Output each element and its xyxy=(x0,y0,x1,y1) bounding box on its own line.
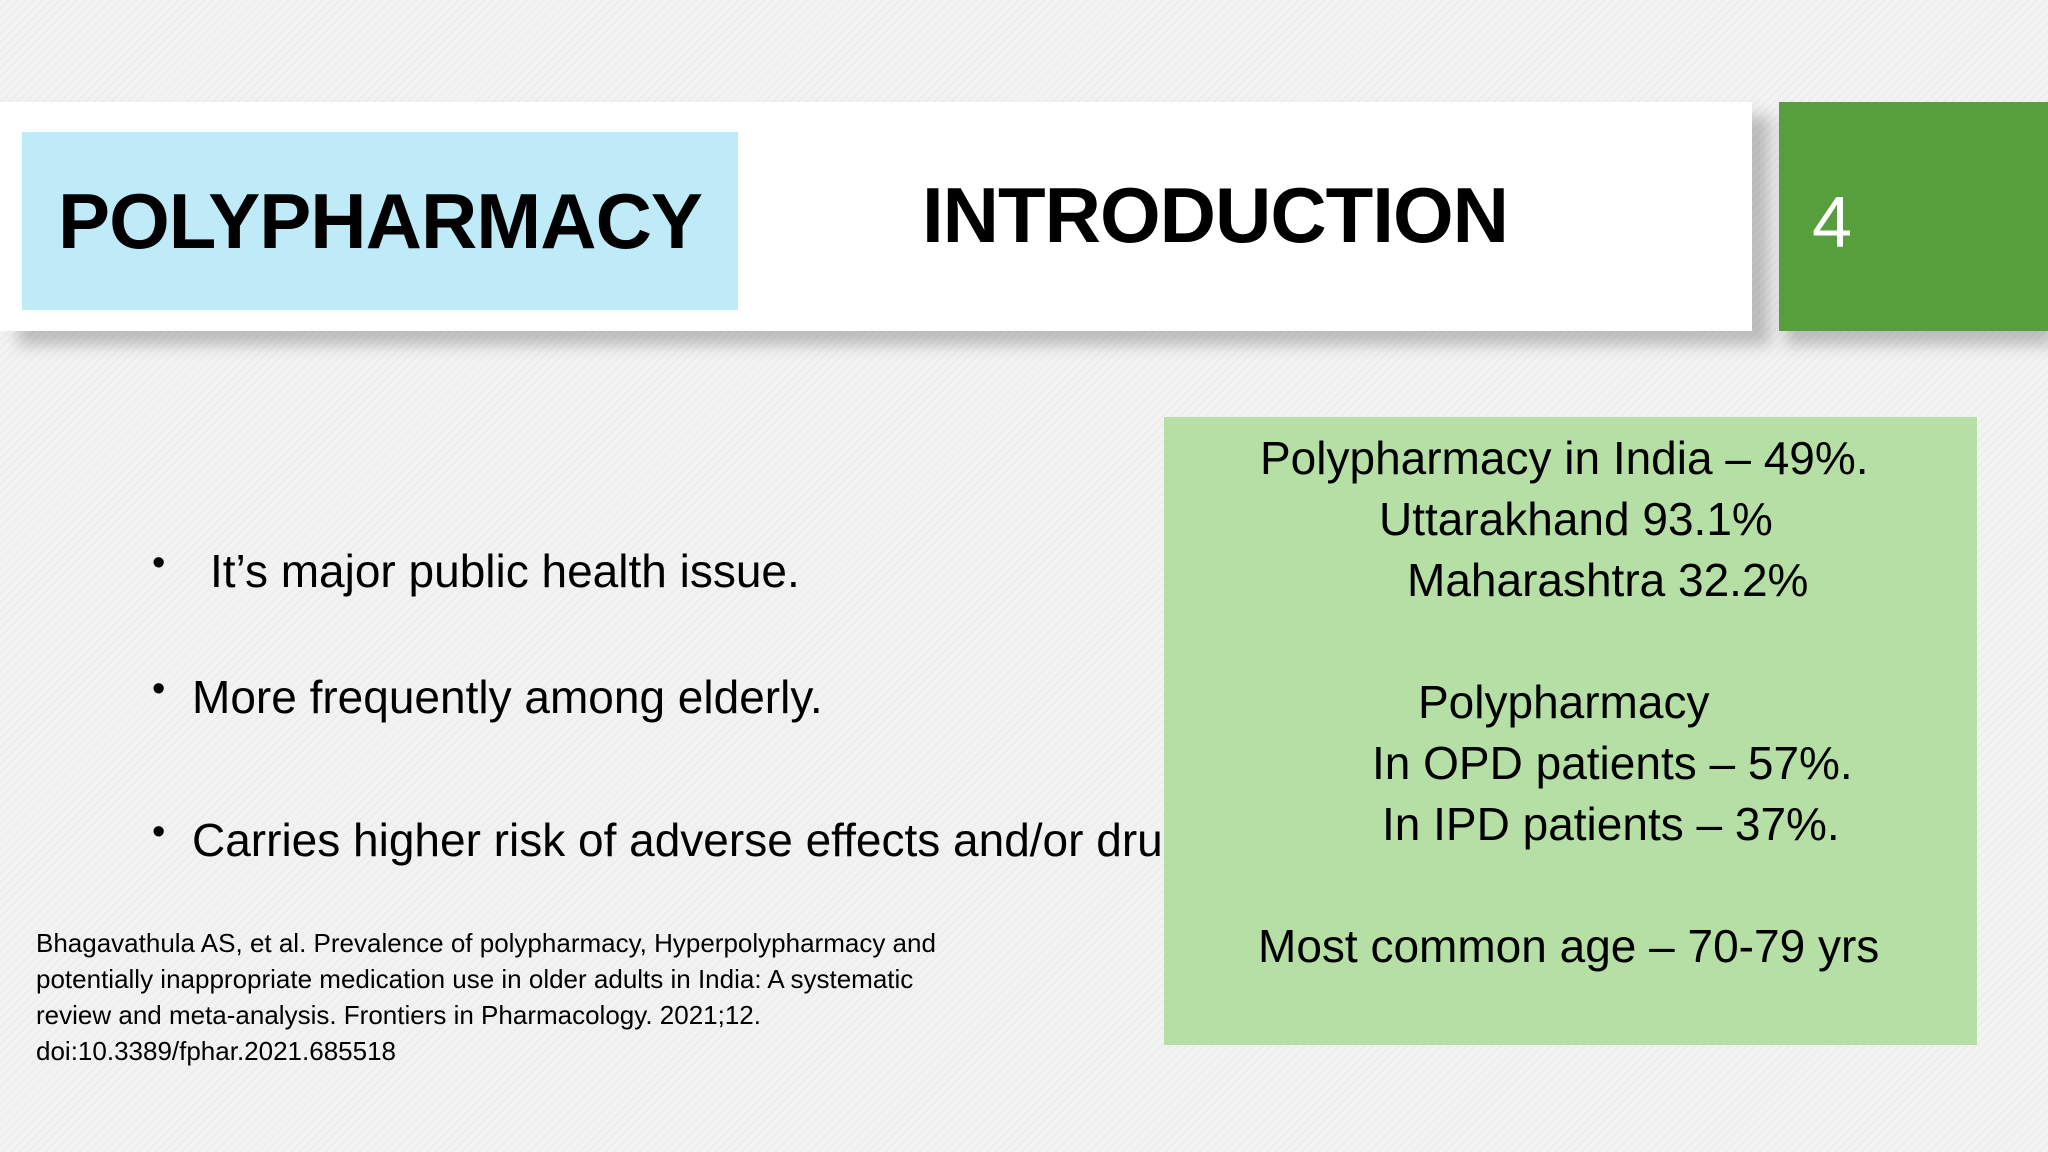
slide-number: 4 xyxy=(1812,183,1853,263)
citation-line: potentially inappropriate medication use in older adults in India: A systematic xyxy=(36,964,914,994)
slide-title: INTRODUCTION xyxy=(922,171,1508,259)
bullet-item xyxy=(152,813,1163,867)
bullet-list xyxy=(0,0,1200,920)
citation-doi: doi:10.3389/fphar.2021.685518 xyxy=(36,1036,397,1066)
bullet-text: More frequently among elderly. xyxy=(192,671,823,723)
statistics-box xyxy=(1164,417,1977,1045)
citation xyxy=(36,925,1036,1069)
stat-common-age: Most common age – 70-79 yrs xyxy=(1258,920,1880,972)
stat-ipd: In IPD patients – 37%. xyxy=(1382,798,1840,850)
citation-line: Bhagavathula AS, et al. Prevalence of polypharmacy, Hyperpolypharmacy and xyxy=(36,928,936,958)
stat-heading-polypharmacy: Polypharmacy xyxy=(1418,676,1710,728)
bullet-dot-icon: • xyxy=(152,542,166,584)
stat-opd: In OPD patients – 57%. xyxy=(1372,737,1853,789)
bullet-item xyxy=(152,544,800,598)
stat-uttarakhand: Uttarakhand 93.1% xyxy=(1379,493,1773,545)
bullet-item xyxy=(152,670,823,724)
bullet-text: It’s major public health issue. xyxy=(210,545,800,597)
bullet-dot-icon: • xyxy=(152,668,166,710)
bullet-dot-icon: • xyxy=(152,811,166,853)
citation-line: review and meta-analysis. Frontiers in Pharmacology. 2021;12. xyxy=(36,1000,761,1030)
bullet-text: Carries higher risk of adverse effects and/or dru xyxy=(192,814,1163,866)
stat-maharashtra: Maharashtra 32.2% xyxy=(1407,554,1809,606)
topic-label: POLYPHARMACY xyxy=(58,176,702,265)
stat-india: Polypharmacy in India – 49%. xyxy=(1260,432,1869,484)
